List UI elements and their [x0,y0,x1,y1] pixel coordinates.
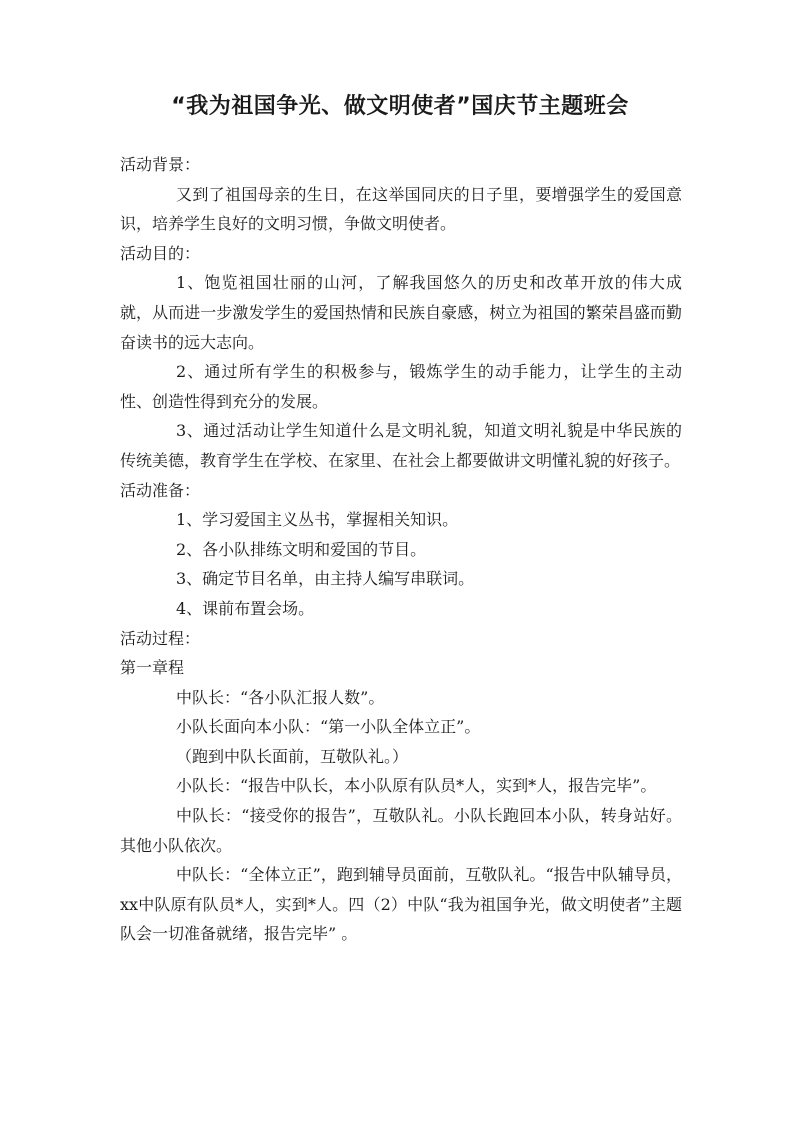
process-line-2: 小队长面向本小队：“第一小队全体立正”。 [176,717,481,737]
chapter-heading: 第一章程 [120,658,185,678]
process-line-6: 中队长：“全体立正”，跑到辅导员面前，互敬队礼。“报告中队辅导员，xx中队原有队员*人，实到*人。四（2）中队“我为祖国争光，做文明使者”主题队会一切准备就绪，报告完毕” 。 [120,865,682,944]
prep-item-4: 4、课前布置会场。 [176,598,315,618]
purpose-heading: 活动目的： [120,243,201,263]
prep-item-1: 1、学习爱国主义丛书，掌握相关知识。 [176,510,459,530]
process-line-1: 中队长：“各小队汇报人数”。 [176,687,385,707]
document-title: “我为祖国争光、做文明使者”国庆节主题班会 [171,94,629,119]
process-line-4: 小队长：“报告中队长，本小队原有队员*人，实到*人，报告完毕”。 [176,776,657,796]
process-line-5: 中队长：“接受你的报告”，互敬队礼。小队长跑回本小队，转身站好。其他小队依次。 [120,806,682,855]
prep-item-2: 2、各小队排练文明和爱国的节目。 [176,539,427,559]
prep-item-3: 3、确定节目名单，由主持人编写串联词。 [176,569,475,589]
purpose-item-2: 2、通过所有学生的积极参与，锻炼学生的动手能力，让学生的主动性、创造性得到充分的发展。 [120,362,682,411]
purpose-item-1: 1、饱览祖国壮丽的山河，了解我国悠久的历史和改革开放的伟大成就，从而进一步激发学生的爱国热情和民族自豪感，树立为祖国的繁荣昌盛而勤奋读书的远大志向。 [120,273,682,352]
prep-heading: 活动准备： [120,480,201,500]
process-heading: 活动过程： [120,628,201,648]
background-heading: 活动背景： [120,155,201,174]
purpose-item-3: 3、通过活动让学生知道什么是文明礼貌，知道文明礼貌是中华民族的传统美德，教育学生在学校、在家里、在社会上都要做讲文明懂礼貌的好孩子。 [120,421,682,470]
background-paragraph: 又到了祖国母亲的生日，在这举国同庆的日子里，要增强学生的爱国意识，培养学生良好的文明习惯，争做文明使者。 [120,184,682,234]
process-line-3: （跑到中队长面前，互敬队礼。） [176,746,409,766]
document-body [120,150,682,949]
